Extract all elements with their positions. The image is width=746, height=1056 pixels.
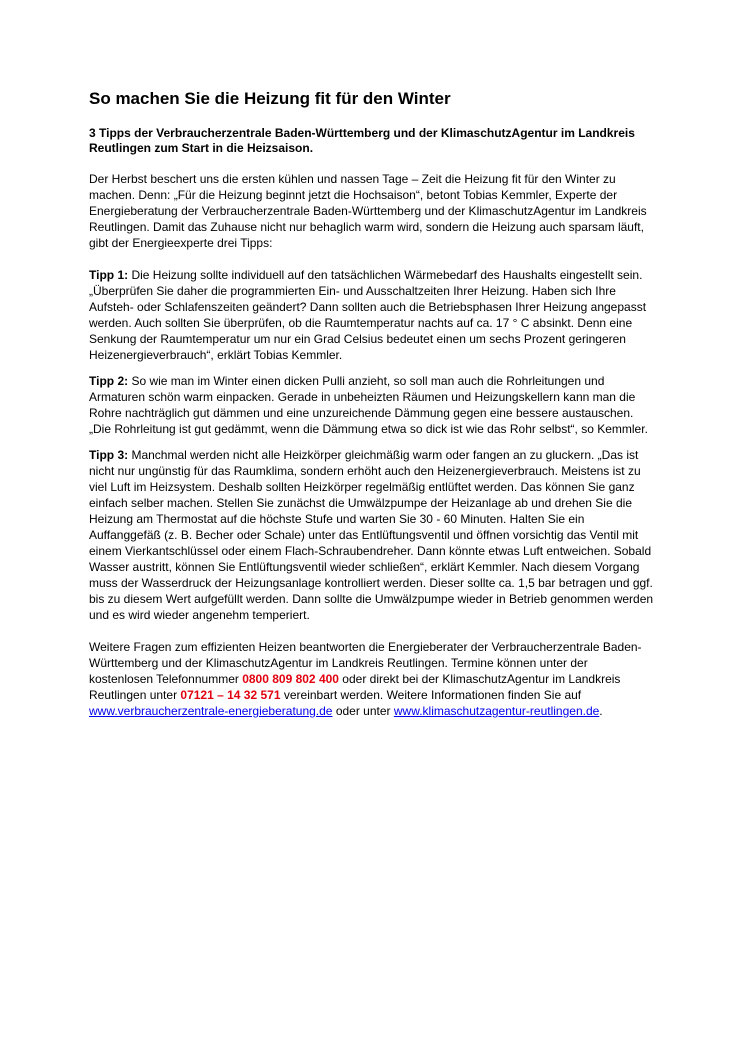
intro-paragraph: Der Herbst beschert uns die ersten kühlen und nassen Tage – Zeit die Heizung fit für den Winter zu machen. Denn: „Für die Heizung beginnt jetzt die Hochsaison“, betont Tobias Kemmler, Experte der Energieberatung der Verbraucherzentrale Baden-Württemberg und der KlimaschutzAgentur im Landkreis Reutlingen. Damit das Zuhause nicht nur behaglich warm wird, sondern die Heizung auch sparsam läuft, gibt der Energieexperte drei Tipps: [89,172,647,250]
tip-2-label: Tipp 2: [89,374,129,388]
link-klimaschutzagentur[interactable]: www.klimaschutzagentur-reutlingen.de [393,704,600,718]
document-title: So machen Sie die Heizung fit für den Winter [89,89,451,108]
tip-1-paragraph [89,267,655,363]
link-verbraucherzentrale[interactable]: www.verbraucherzentrale-energieberatung.de [89,704,333,718]
phone-number-hotline: 0800 809 802 400 [242,672,339,686]
document-subtitle: 3 Tipps der Verbraucherzentrale Baden-Württemberg und der KlimaschutzAgentur im Landkreis Reutlingen zum Start in die Heizsaison. [89,126,635,155]
tip-2-paragraph [89,373,655,437]
tip-2-text: So wie man im Winter einen dicken Pulli anzieht, so soll man auch die Rohrleitungen und Armaturen schön warm einpacken. Gerade in unbeheizten Räumen und Heizungskellern kann man die Rohre nachträglich gut dämmen und eine unzureichende Dämmung gegen eine bessere austauschen. „Die Rohrleitung ist gut gedämmt, wenn die Dämmung etwa so dick ist wie das Rohr selbst“, so Kemmler. [89,374,648,436]
closing-text-5: . [599,704,603,718]
closing-text-1: Weitere Fragen zum effizienten Heizen beantworten die Energieberater der Verbraucherzentrale Baden-Württemberg und der KlimaschutzAgentur im Landkreis Reutlingen. Termine können unter der kostenlosen Telefonnummer [89,640,642,686]
document-content [89,89,655,729]
closing-text-3: vereinbart werden. Weitere Informationen finden Sie auf [280,688,582,702]
phone-number-agency: 07121 – 14 32 571 [180,688,281,702]
closing-text-2: oder direkt bei der KlimaschutzAgentur im Landkreis Reutlingen unter [89,672,621,702]
closing-text-4: oder unter [332,704,394,718]
tip-3-text: Manchmal werden nicht alle Heizkörper gleichmäßig warm oder fangen an zu gluckern. „Das ist nicht nur ungünstig für das Raumklima, sondern erhöht auch den Heizenergieverbrauch. Meistens ist zu viel Luft im Heizsystem. Deshalb sollten Heizkörper regelmäßig entlüftet werden. Das können Sie ganz einfach selber machen. Stellen Sie zunächst die Umwälzpumpe der Heizanlage ab und drehen Sie die Heizung am Thermostat auf die höchste Stufe und warten Sie 30 - 60 Minuten. Halten Sie ein Auffanggefäß (z. B. Becher oder Schale) unter das Entlüftungsventil und öffnen vorsichtig das Ventil mit einem Vierkantschlüssel oder einem Flach-Schraubendreher. Dann könnte etwas Luft entweichen. Sobald Wasser austritt, können Sie Entlüftungsventil wieder schließen“, erklärt Kemmler. Nach diesem Vorgang muss der Wasserdruck der Heizungsanlage kontrolliert werden. Dieser sollte ca. 1,5 bar betragen und ggf. bis zu diesem Wert aufgefüllt werden. Dann sollte die Umwälzpumpe wieder in Betrieb genommen werden und es wird wieder angenehm temperiert. [89,448,654,622]
tip-3-paragraph [89,447,655,623]
closing-paragraph [89,639,655,719]
tip-1-text: Die Heizung sollte individuell auf den tatsächlichen Wärmebedarf des Haushalts eingestellt sein. „Überprüfen Sie daher die programmierten Ein- und Ausschaltzeiten Ihrer Heizung. Haben sich Ihre Aufsteh- oder Schlafenszeiten geändert? Dann sollten auch die Betriebsphasen Ihrer Heizung angepasst werden. Auch sollten Sie überprüfen, ob die Raumtemperatur nachts auf ca. 17 ° C absinkt. Denn eine Senkung der Raumtemperatur um nur ein Grad Celsius bedeutet einen um sechs Prozent geringeren Heizenergieverbrauch“, erklärt Tobias Kemmler. [89,268,647,362]
tip-1-label: Tipp 1: [89,268,129,282]
tip-3-label: Tipp 3: [89,448,129,462]
